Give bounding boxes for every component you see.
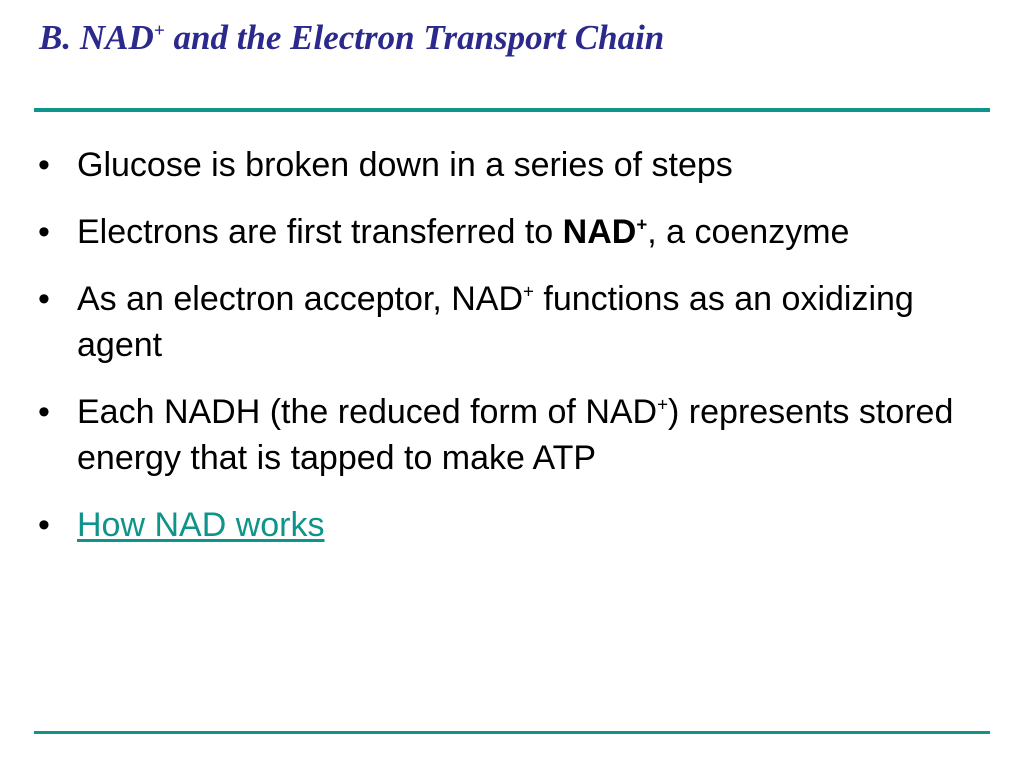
title-superscript: + — [153, 20, 165, 42]
title-prefix: B. NAD — [39, 18, 154, 57]
bullet-item — [32, 389, 972, 481]
bullet-text: As an electron acceptor, NAD — [77, 280, 524, 318]
bullet-text: Electrons are first transferred to — [77, 213, 563, 251]
bullet-list — [32, 142, 972, 548]
bullet-text: Each NADH (the reduced form of NAD — [77, 393, 658, 431]
bullet-text: Glucose is broken down in a series of steps — [77, 146, 733, 184]
title-suffix: and the Electron Transport Chain — [164, 18, 665, 57]
slide-title — [39, 14, 664, 62]
bullet-icon: • — [38, 213, 50, 251]
title-divider — [34, 108, 990, 112]
bullet-superscript: + — [636, 213, 648, 235]
bullet-text: , a coenzyme — [647, 213, 850, 251]
footer-divider — [34, 731, 990, 734]
bullet-item — [32, 502, 972, 548]
bullet-item — [32, 209, 972, 255]
bullet-superscript: + — [657, 393, 669, 415]
bullet-text: functions as an oxidizing agent — [77, 280, 914, 364]
bullet-item — [32, 142, 972, 188]
bullet-superscript: + — [523, 280, 534, 302]
bullet-text: ) represents stored energy that is tapped to make ATP — [77, 393, 954, 477]
bullet-icon: • — [38, 393, 50, 431]
how-nad-works-link[interactable]: How NAD works — [77, 506, 325, 544]
bullet-bold-text: NAD — [562, 213, 637, 251]
bullet-icon: • — [38, 280, 50, 318]
bullet-item — [32, 276, 972, 368]
bullet-icon: • — [38, 146, 50, 184]
bullet-icon: • — [38, 506, 50, 544]
